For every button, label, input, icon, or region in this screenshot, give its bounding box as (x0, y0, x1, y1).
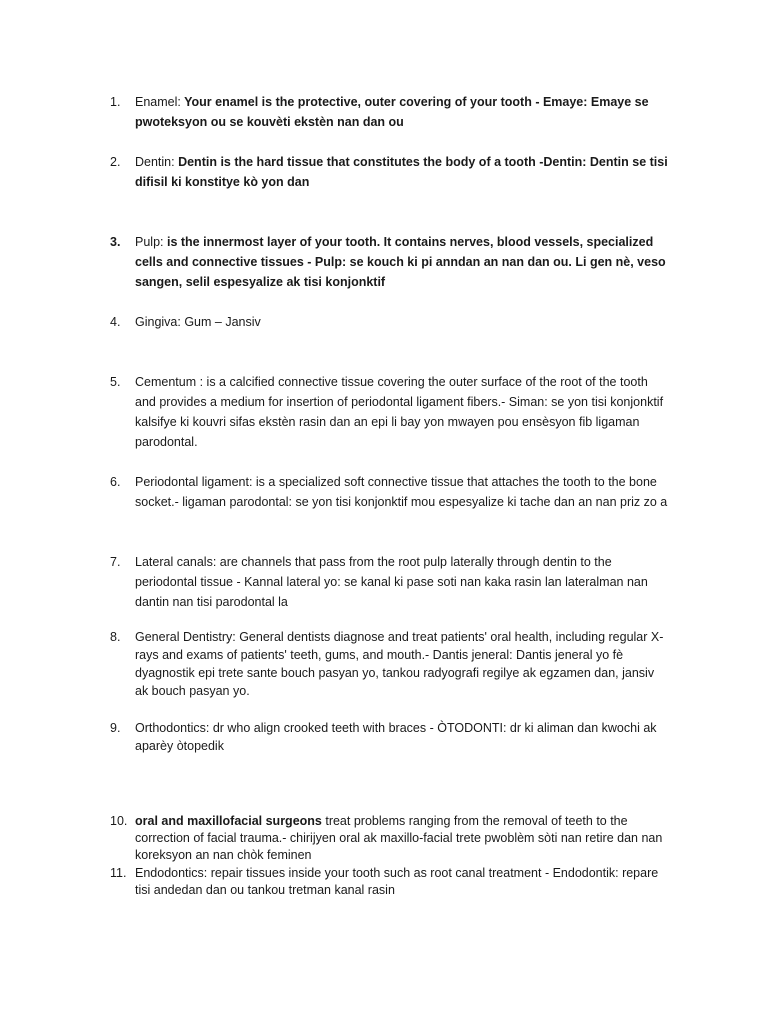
item-number: 10. (110, 814, 128, 828)
item-term: Dentin: (135, 155, 175, 169)
list-item-endodontics (110, 865, 670, 899)
item-number: 3. (110, 235, 121, 249)
item-term: Pulp: (135, 235, 164, 249)
list-item-oral-surgeons (110, 813, 670, 864)
item-text: Gingiva: Gum – Jansiv (135, 315, 261, 329)
item-number: 5. (110, 375, 121, 389)
item-number: 6. (110, 475, 121, 489)
item-number: 2. (110, 155, 121, 169)
item-number: 11. (110, 866, 127, 880)
item-term: Enamel: (135, 95, 181, 109)
item-definition: is the innermost layer of your tooth. It contains nerves, blood vessels, specialized cells and connective tissues - Pulp: se kouch ki pi anndan an nan dan ou. Li gen nè, veso sangen, selil espesyalize ak tisi konjonktif (135, 235, 666, 289)
item-text: General Dentistry: General dentists diagnose and treat patients' oral health, including regular X-rays and exams of patients' teeth, gums, and mouth.- Dantis jeneral: Dantis jeneral yo fè dyagnostik epi trete sante bouch pasyan yo, tankou radyografi regilye ak egzamen dan, jansiv ak bouch pasyan yo. (135, 630, 664, 698)
item-number: 1. (110, 95, 121, 109)
item-text (135, 92, 670, 132)
item-definition: Your enamel is the protective, outer covering of your tooth - Emaye: Emaye se pwoteksyon ou se kouvèti ekstèn nan dan ou (135, 95, 649, 129)
item-definition: Dentin is the hard tissue that constitutes the body of a tooth -Dentin: Dentin se tisi difisil ki konstitye kò yon dan (135, 155, 668, 189)
item-text: Lateral canals: are channels that pass from the root pulp laterally through dentin to the periodontal tissue - Kannal lateral yo: se kanal ki pase soti nan kaka rasin lan lateralman nan dantin nan tisi parodontal la (135, 555, 648, 609)
item-text: Cementum : is a calcified connective tissue covering the outer surface of the root of the tooth and provides a medium for insertion of periodontal ligament fibers.- Siman: se yon tisi konjonktif kalsifye ki kouvri sifas ekstèn rasin dan an epi li bay yon mwayen pou ensèsyon fib ligaman parodontal. (135, 375, 664, 449)
item-text: Orthodontics: dr who align crooked teeth with braces - ÒTODONTI: dr ki aliman dan kwochi ak aparèy òtopedik (135, 721, 657, 753)
list-item-general-dentistry (110, 628, 670, 700)
list-item-cementum (110, 372, 670, 452)
item-text (135, 152, 670, 192)
item-term: oral and maxillofacial surgeons (135, 814, 322, 828)
item-text (135, 232, 670, 292)
item-number: 9. (110, 721, 121, 735)
item-number: 7. (110, 555, 121, 569)
list-item-gingiva (110, 312, 670, 332)
item-definition: treat problems ranging from the removal of teeth to the correction of facial trauma.- chirijyen oral ak maxillo-facial trete pwoblèm sòti nan retire dan nan koreksyon an nan chòk feminen (135, 814, 663, 862)
item-text: Periodontal ligament: is a specialized soft connective tissue that attaches the tooth to the bone socket.- ligaman parodontal: se yon tisi konjonktif mou espesyalize ki tache dan an nan priz zo a (135, 475, 668, 509)
item-number: 4. (110, 315, 121, 329)
list-item-lateral-canals (110, 552, 670, 612)
list-item-enamel (110, 92, 670, 132)
item-text (135, 813, 670, 864)
list-item-dentin (110, 152, 670, 192)
list-item-periodontal-ligament (110, 472, 670, 512)
list-item-pulp (110, 232, 670, 292)
item-number: 8. (110, 630, 121, 644)
list-item-orthodontics (110, 719, 670, 755)
item-text: Endodontics: repair tissues inside your tooth such as root canal treatment - Endodontik: repare tisi andedan dan ou tankou tretman kanal rasin (135, 866, 659, 897)
